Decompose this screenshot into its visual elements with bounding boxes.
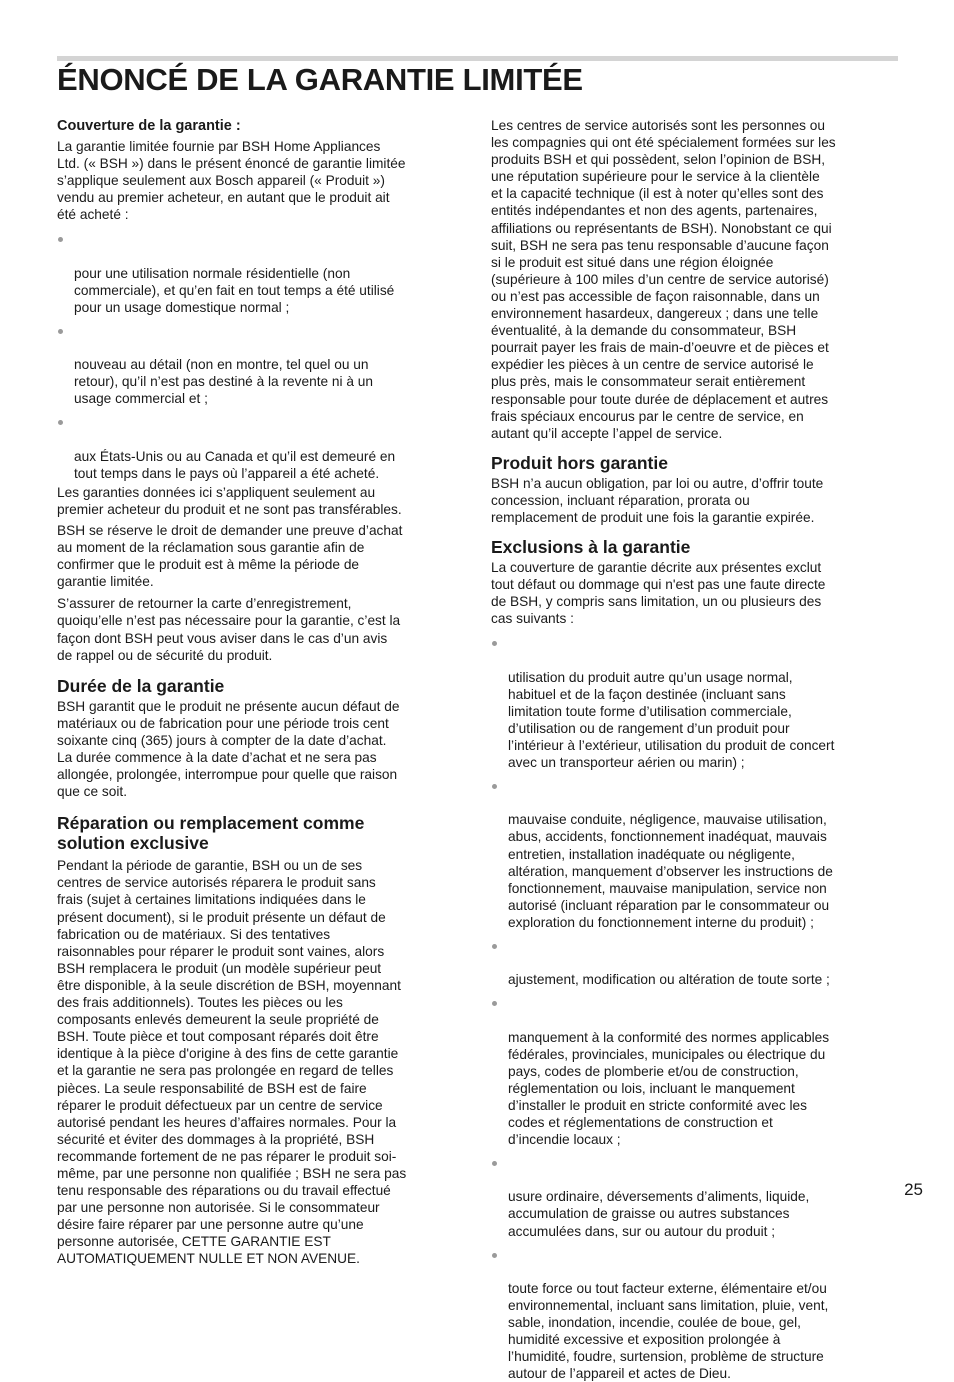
page-number: 25 — [904, 1180, 923, 1199]
coverage-proof-paragraph: BSH se réserve le droit de demander une preuve d’achat au moment de la réclamation sous garantie afin de confirmer que le produit est à même la période de garantie limitée. — [57, 522, 403, 590]
bullet-dot-icon — [58, 237, 63, 242]
bullet-dot-icon — [58, 329, 63, 334]
list-item — [491, 994, 901, 1148]
bullet-dot-icon — [492, 944, 497, 949]
duration-body: BSH garantit que le produit ne présente aucun défaut de matériaux ou de fabrication pour une période trois cent soixante cinq (365) jours à compter de la date d’achat. La durée commence à la date d’achat et ne sera pas allongée, prolongée, interrompue pour quelle que raison que ce soit. — [57, 698, 400, 800]
exclusions-heading: Exclusions à la garantie — [491, 537, 691, 558]
coverage-heading: Couverture de la garantie : — [57, 118, 241, 134]
repair-body: Pendant la période de garantie, BSH ou un de ses centres de service autorisés réparera le produit sans frais (sujet à certaines limitations indiquées dans le présent document), si le produit présente un défaut de fabrication ou de matériaux. Si des tentatives raisonnables pour réparer le produit sont vaines, alors BSH remplacera le produit (un modèle supérieur peut être disponible, à la seule discrétion de BSH, moyennant des frais additionnels). Toutes les pièces ou les composants enlevés demeurent la seule propriété de BSH. Toute pièce et tout composant réparés doit être identique à la pièce d'origine à des fins de cette garantie et la garantie ne sera pas prolongée en regard de telles pièces. La seule responsabilité de BSH est de faire réparer le produit défectueux par un centre de service autorisé pendant les heures d’affaires normales. Pour la sécurité et éviter des dommages à la propriété, BSH recommande fortement de ne pas réparer le produit soi- même, par une personne non qualifiée ; BSH ne sera pas tenu responsable des réparations ou du travail effectué par une personne non autorisée. Si le consommateur désire faire réparer par une personne autre qu’une personne autorisée, CETTE GARANTIE EST AUTOMATIQUEMENT NULLE ET NON AVENUE. — [57, 858, 407, 1267]
bullet-text: mauvaise conduite, négligence, mauvaise utilisation, abus, accidents, fonctionnement inadéquat, mauvais entretien, installation inadéquate ou négligente, altération, manquement d’observer les instructions de fonctionnement, mauvaise manipulation, service non autorisé (incluant réparation par le consommateur ou exploration du fonctionnement interne du produit) ; — [508, 812, 833, 930]
bullet-text: usure ordinaire, déversements d’aliments, liquide, accumulation de graisse ou autres substances accumulées dans, sur ou autour du produit ; — [508, 1189, 810, 1239]
repair-heading: Réparation ou remplacement comme solution exclusive — [57, 813, 365, 854]
bullet-text: toute force ou tout facteur externe, élémentaire et/ou environnemental, incluant sans limitation, pluie, vent, sable, inondation, incendie, coulée de boue, gel, humidité excessive et exposition prolongée à l’humidité, foudre, surtension, problème de structure autour de l’appareil et actes de Dieu. — [508, 1280, 829, 1382]
list-item — [491, 777, 901, 931]
left-column — [57, 117, 467, 1268]
list-item — [57, 413, 467, 481]
out-of-warranty-body: BSH n’a aucun obligation, par loi ou autre, d’offrir toute concession, incluant réparation, prorata ou remplacement de produit une fois la garantie expirée. — [491, 475, 824, 525]
coverage-intro: La garantie limitée fournie par BSH Home Appliances Ltd. (« BSH ») dans le présent énoncé de garantie limitée s’applique seulement aux Bosch appareil (« Produit ») vendu au premier acheteur, en autant que le produit ait été acheté : — [57, 139, 406, 223]
right-column — [491, 117, 901, 1382]
bullet-dot-icon — [492, 784, 497, 789]
bullet-text: aux États-Unis ou au Canada et qu’il est demeuré en tout temps dans le pays où l’appareil a été acheté. — [74, 448, 396, 481]
exclusions-intro: La couverture de garantie décrite aux présentes exclut tout défaut ou dommage qui n'est pas une faute directe de BSH, y compris sans limitation, un ou plusieurs des cas suivants : — [491, 560, 826, 627]
list-item — [57, 230, 467, 315]
list-item — [491, 634, 901, 771]
bullet-dot-icon — [492, 1253, 497, 1258]
bullet-text: nouveau au détail (non en montre, tel quel ou un retour), qu’il n’est pas destiné à la revente ni à un usage commercial et ; — [74, 357, 374, 407]
coverage-registration-paragraph: S’assurer de retourner la carte d’enregistrement, quoiqu’elle n’est pas nécessaire pour la garantie, c’est la façon dont BSH peut vous aviser dans le cas d’un avis de rappel ou de sécurité du produit. — [57, 596, 401, 663]
bullet-dot-icon — [492, 1161, 497, 1166]
list-item — [57, 322, 467, 407]
service-centers-paragraph: Les centres de service autorisés sont les personnes ou les compagnies qui ont été spécialement formées sur les produits BSH et qui possèdent, selon l’opinion de BSH, une réputation supérieure pour le service à la clientèle et la capacité technique (il est à noter qu’elles sont des entités indépendantes et non des agents, partenaires, affiliations ou représentants de BSH). Nonobstant ce qui suit, BSH ne sera pas tenu responsable d’aucune façon si le produit est situé dans une région éloignée (supérieure à 100 miles d’un centre de service autorisé) ou n’est pas accessible de façon raisonnable, dans un environnement hasardeux, dangereux ; dans une telle éventualité, à la demande du consommateur, BSH pourrait payer les frais de main-d’oeuvre et de pièces et expédier les pièces à un centre de service autorisé le plus près, mais le consommateur serait entièrement responsable pour toute durée de déplacement et autres frais spéciaux encourus par le centre de service, en autant qu’il accepte l’appel de service. — [491, 118, 836, 441]
bullet-text: pour une utilisation normale résidentielle (non commerciale), et qu’en fait en tout temps a été utilisé pour un usage domestique normal ; — [74, 265, 395, 315]
page-title: ÉNONCÉ DE LA GARANTIE LIMITÉE — [57, 62, 583, 97]
out-of-warranty-heading: Produit hors garantie — [491, 452, 668, 473]
duration-heading: Durée de la garantie — [57, 675, 225, 696]
list-item — [491, 1154, 901, 1239]
list-item — [491, 937, 901, 988]
bullet-dot-icon — [58, 420, 63, 425]
bullet-text: manquement à la conformité des normes applicables fédérales, provinciales, municipales ou électrique du pays, codes de plomberie et/ou de construction, réglementation ou lois, incluant le manquement d’installer le produit en stricte conformité avec les codes et réglementations de construction et d’incendie locaux ; — [508, 1029, 830, 1148]
coverage-transfer-paragraph: Les garanties données ici s’appliquent seulement au premier acheteur du produit et ne sont pas transférables. — [57, 484, 402, 517]
top-rule — [57, 56, 898, 61]
bullet-dot-icon — [492, 641, 497, 646]
bullet-dot-icon — [492, 1001, 497, 1006]
list-item — [491, 1246, 901, 1382]
exclusions-bullet-list — [491, 634, 901, 1382]
bullet-text: ajustement, modification ou altération de toute sorte ; — [508, 972, 830, 988]
bullet-text: utilisation du produit autre qu’un usage normal, habituel et de la façon destinée (incluant sans limitation toute forme d’utilisation commerciale, d’utilisation ou de rangement d’un produit pour l’intérieur à l’extérieur, utilisation du produit de concert avec un transporteur aérien ou marin) ; — [508, 669, 835, 771]
coverage-bullet-list — [57, 230, 467, 481]
